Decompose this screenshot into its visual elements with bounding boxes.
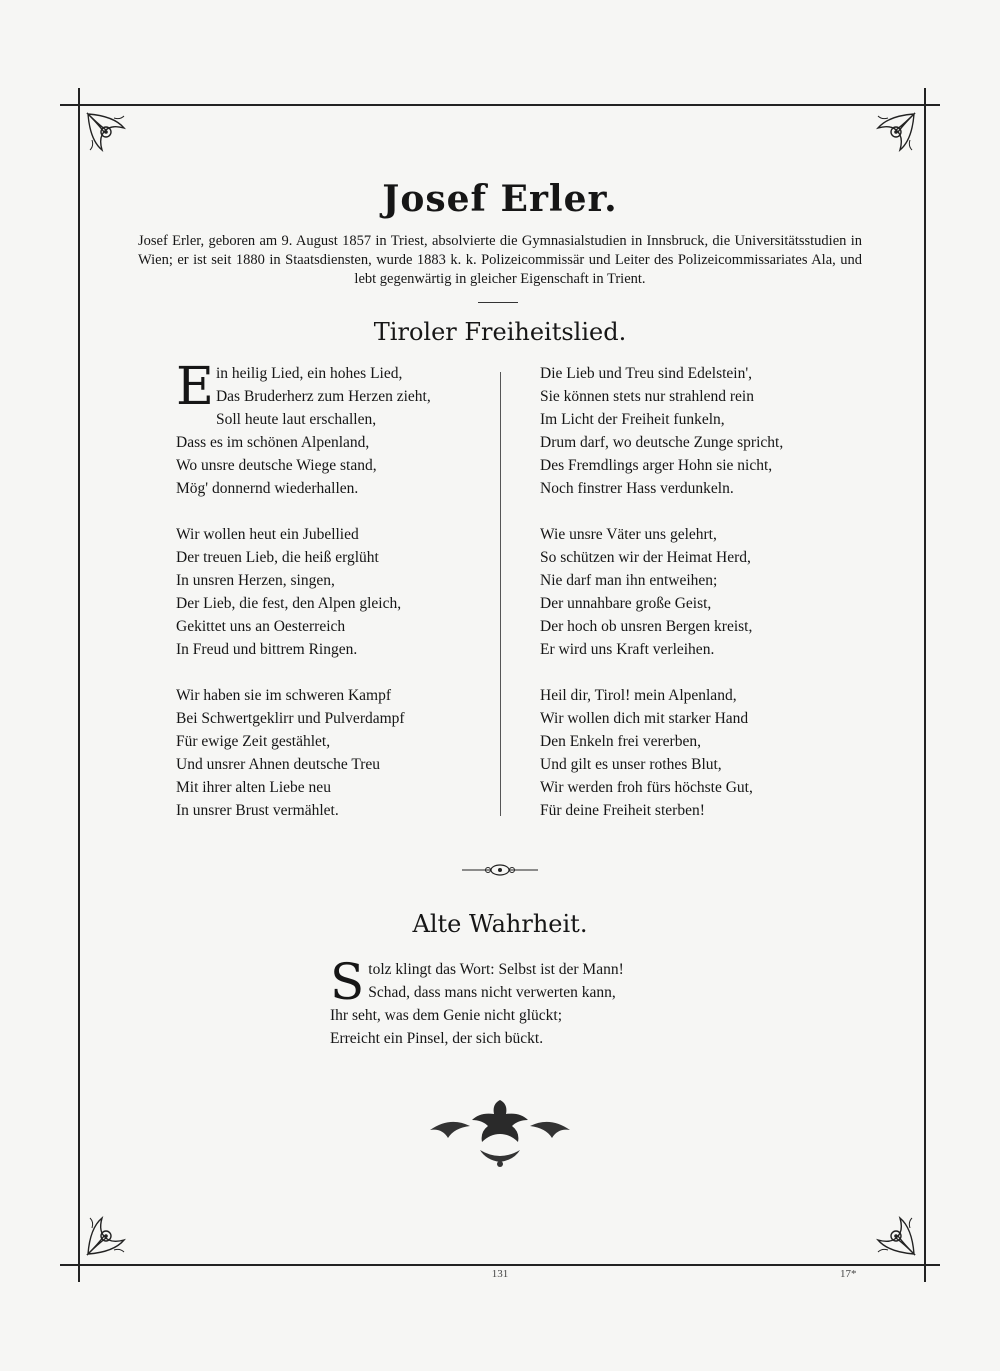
verse-line: Für ewige Zeit gestählet,	[176, 733, 331, 750]
scroll-ornament-icon	[460, 860, 540, 880]
frame-rule-left	[78, 88, 80, 1282]
verse-line: Bei Schwertgeklirr und Pulverdampf	[176, 710, 405, 727]
verse-line: Wir wollen heut ein Jubellied	[176, 526, 359, 543]
poem-column-right	[540, 362, 840, 845]
stanza	[540, 684, 840, 822]
cherub-vignette-icon	[420, 1090, 580, 1170]
verse-line: Wir haben sie im schweren Kampf	[176, 687, 392, 704]
verse-line: Gekittet uns an Oesterreich	[176, 618, 346, 635]
verse-line: Die Lieb und Treu sind Edelstein',	[540, 365, 753, 382]
section-divider	[478, 302, 518, 303]
verse-line: Er wird uns Kraft verleihen.	[540, 641, 715, 658]
verse-line: Ihr seht, was dem Genie nicht glückt;	[330, 1007, 563, 1024]
corner-ornament-bottom-left-icon	[84, 1202, 140, 1258]
stanza	[176, 684, 476, 822]
stanza	[176, 357, 476, 500]
verse-line: Des Fremdlings arger Hohn sie nicht,	[540, 457, 773, 474]
signature-mark: 17*	[840, 1268, 857, 1280]
verse-line: Mit ihrer alten Liebe neu	[176, 779, 331, 796]
verse-line: Sie können stets nur strahlend rein	[540, 388, 754, 405]
verse-line: So schützen wir der Heimat Herd,	[540, 549, 751, 566]
verse-line: Für deine Freiheit sterben!	[540, 802, 705, 819]
column-divider	[500, 372, 501, 816]
verse-line: Und unsrer Ahnen deutsche Treu	[176, 756, 381, 773]
verse-line: Erreicht ein Pinsel, der sich bückt.	[330, 1030, 544, 1047]
frame-rule-bottom	[60, 1264, 940, 1266]
verse-line: tolz klingt das Wort: Selbst ist der Mann!	[368, 961, 624, 978]
verse-line: Im Licht der Freiheit funkeln,	[540, 411, 725, 428]
verse-line: Wir wollen dich mit starker Hand	[540, 710, 749, 727]
verse-line: Der treuen Lieb, die heiß erglüht	[176, 549, 379, 566]
verse-line: Nie darf man ihn entweihen;	[540, 572, 718, 589]
stanza	[540, 362, 840, 500]
poem-title-tiroler-freiheitslied: Tiroler Freiheitslied.	[373, 318, 627, 346]
corner-ornament-top-left-icon	[84, 110, 140, 166]
verse-line: In unsren Herzen, singen,	[176, 572, 335, 589]
corner-ornament-top-right-icon	[862, 110, 918, 166]
page-number: 131	[491, 1268, 509, 1280]
verse-line: Der Lieb, die fest, den Alpen gleich,	[176, 595, 402, 612]
verse-line: Wie unsre Väter uns gelehrt,	[540, 526, 717, 543]
drop-cap: E	[176, 357, 214, 417]
frame-rule-top	[60, 104, 940, 106]
verse-line: Der hoch ob unsren Bergen kreist,	[540, 618, 753, 635]
verse-line: Soll heute laut erschallen,	[215, 411, 377, 428]
verse-line: Wir werden froh fürs höchste Gut,	[540, 779, 753, 796]
verse-line: Dass es im schönen Alpenland,	[176, 434, 370, 451]
verse-line: Das Bruderherz zum Herzen zieht,	[215, 388, 431, 405]
frame-rule-right	[924, 88, 926, 1282]
author-biography: Josef Erler, geboren am 9. August 1857 in Triest, absolvierte die Gymnasialstudien in Innsbruck, die Universitätsstudien in Wien; er ist seit 1880 in Staatsdiensten, wurde 1883 k. k. Polizeicommissär und Leiter des Polizeicommissariates Ala, und lebt gegenwärtig in gleicher Eigenschaft in Trient.	[138, 233, 862, 287]
verse-line: Und gilt es unser rothes Blut,	[540, 756, 722, 773]
author-title: Josef Erler.	[382, 178, 618, 220]
poem-column-left	[176, 357, 476, 845]
verse-line: Mög' donnernd wiederhallen.	[176, 480, 359, 497]
verse-line: Der unnahbare große Geist,	[540, 595, 712, 612]
drop-cap: S	[330, 953, 365, 1011]
corner-ornament-bottom-right-icon	[862, 1202, 918, 1258]
verse-line: Wo unsre deutsche Wiege stand,	[176, 457, 377, 474]
poem-title-alte-wahrheit: Alte Wahrheit.	[412, 910, 588, 938]
verse-line: In unsrer Brust vermählet.	[176, 802, 339, 819]
verse-line: Drum darf, wo deutsche Zunge spricht,	[540, 434, 784, 451]
verse-line: in heilig Lied, ein hohes Lied,	[215, 365, 403, 382]
verse-line: Noch finstrer Hass verdunkeln.	[540, 480, 734, 497]
stanza	[176, 523, 476, 661]
verse-line: In Freud und bittrem Ringen.	[176, 641, 358, 658]
verse-line: Den Enkeln frei vererben,	[540, 733, 701, 750]
verse-line: Schad, dass mans nicht verwerten kann,	[368, 984, 616, 1001]
poem-alte-wahrheit	[330, 953, 690, 1050]
stanza	[540, 523, 840, 661]
verse-line: Heil dir, Tirol! mein Alpenland,	[540, 687, 737, 704]
